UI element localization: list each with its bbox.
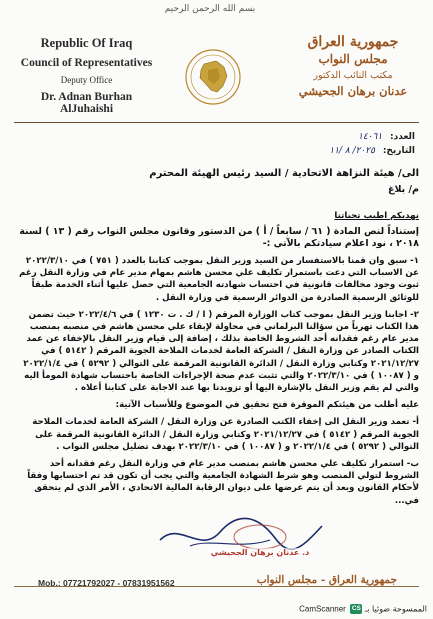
reference-date-value: ٢٠٢٥/ ٨ /١١ — [329, 146, 375, 156]
english-deputy-name: Dr. Adnan Burhan AlJuhaishi — [40, 91, 133, 115]
mobile-numbers: Mob.: 07721792027 - 07831951562 — [38, 578, 175, 588]
legal-basis: إستناداً لنص المادة ( ٦١ / سابعاً / أ ) من الدستور وقانون مجلس النواب رقم ( ١٣ ) لسنة ٢٠١٨ ، نود اعلام سيادتكم بالآتي :- — [19, 225, 419, 249]
subject: م/ بلاغ — [387, 184, 419, 196]
reference-date-label: التاريخ: — [382, 146, 415, 156]
arabic-office: مكتب النائب الدكتور — [313, 70, 393, 81]
signature-caption: د. عدنان برهان الجحيشي — [205, 548, 315, 557]
reference-number-value: ١٤٠٦١ — [357, 132, 383, 142]
english-letterhead — [14, 36, 159, 115]
arabic-country: جمهورية العراق — [307, 34, 399, 50]
arabic-letterhead — [283, 34, 423, 98]
reference-number-row — [329, 130, 415, 144]
letter-body — [15, 168, 419, 512]
greeting: نهديكم اطيب تحياتنا — [334, 211, 419, 222]
point-2: ٢- اجابنا وزير النقل بموجب كتاب الوزارة المرقم ( ا / ك . ت ١٢٣٠ ) في ٢٠٢٢/٤/٦ حيث تضمن هذا الكتاب تهرباً من سؤالنا البرلماني في محاولة لإبقاء علي محسن هاشم في منصبه بمنصب مدير عام رغم فقدانه أحد الشروط الخاصة بذلك ، إضافة إلى قيام وزير النقل بالإخفاء عن عمد الكتاب الصادر عن وزارة النقل / الشركة العامة لخدمات الملاحة الجوية المرقم ( ٥١٤٢ ) في ٢٠٢١/١٢/٢٧ وكتابي وزارة النقل / الدائرة القانونية المرقمة على التوالي ( ٥٢٩٢ ) في ٢٠٢٢/١/٤ و ( ١٠٠٨٧ ) في ٢٠٢٢/٣/١٠ والتي تثبت عدم صحة الإجراءات الخاصة باحتساب شهادة المومأ اليه والتي لم يقم وزير النقل بالإشارة اليها أو تزويدنا بها عند الاجابة على كتابنا أعلاه . — [23, 309, 419, 394]
addressee: الى/ هيئة النزاهة الاتحادية / السيد رئيس الهيئة المحترم — [149, 168, 419, 179]
header-divider — [14, 122, 419, 123]
reference-date-row — [329, 144, 415, 158]
reference-number-label: العدد: — [390, 132, 415, 142]
basmala: بسم الله الرحمن الرحيم — [164, 4, 256, 14]
reason-b: ب- استمرار تكليف علي محسن هاشم بمنصب مدير عام في وزارة النقل رغم فقدانه أحد الشروط لتولي المنصب وهو شرط الشهادة الجامعية والتي يجب أن تكون قد تم احتسابها وفقاً لأحكام القانون وبعد أن يتم عرضها على ديوان الرقابة المالية الاتحادي ، الأمر الذي لم يتحقق في... — [27, 459, 419, 506]
english-office: Deputy Office — [60, 75, 113, 85]
reference-block — [329, 130, 415, 158]
arabic-deputy-name: عدنان برهان الجحيشي — [298, 84, 408, 98]
scanner-prefix: الممسوحة ضوئيا بـ — [364, 604, 427, 614]
english-country: Republic Of Iraq — [40, 36, 133, 50]
reason-a: أ- تعمد وزير النقل الى إخفاء الكتب الصادرة عن وزارة النقل / الشركة العامة لخدمات الملاحة الجوية المرقم ( ٥١٤٢ ) في ٢٠٢١/١٢/٢٧ وكتابي وزارة النقل / الدائرة القانونية المرقمة على التوالي ( ٥٢٩٢ ) في ٢٠٢٢/١/٤ و ( ١٠٠٨٧ ) في ٢٠٢٢/٣/١٠ بهدف تضليل مجلس النواب . — [32, 417, 419, 452]
footer-arabic-title: جمهورية العراق - مجلس النواب — [256, 574, 397, 586]
camscanner-logo-icon: CS — [351, 605, 361, 612]
english-council: Council of Representatives — [20, 57, 153, 69]
scanner-brand: CamScanner — [299, 604, 346, 614]
point-1: ١- سبق وان قمنا بالاستفسار من السيد وزير النقل بموجب كتابنا بالعدد ( ٧٥١ ) في ٢٠٢٢/٣/١٠ عن الاسباب التي دعت باستمرار تكليف علي محسن هاشم بمهام مدير عام في وزارة النقل رغم ثبوت وجود مخالفات قانونية في احتساب شهادته الجامعية التي حصل عليها أثناء الخدمة طبقاً للوثائق الرسمية الصادرة من الدوائر الرسمية في وزارة النقل . — [19, 256, 419, 303]
request-intro: عليه أطلب من هيئتكم الموقرة فتح تحقيق في الموضوع وللأسباب الآتية: — [115, 400, 419, 411]
camscanner-watermark — [299, 604, 427, 614]
arabic-council: مجلس النواب — [318, 52, 388, 66]
iraq-map-emblem-icon — [184, 48, 242, 106]
